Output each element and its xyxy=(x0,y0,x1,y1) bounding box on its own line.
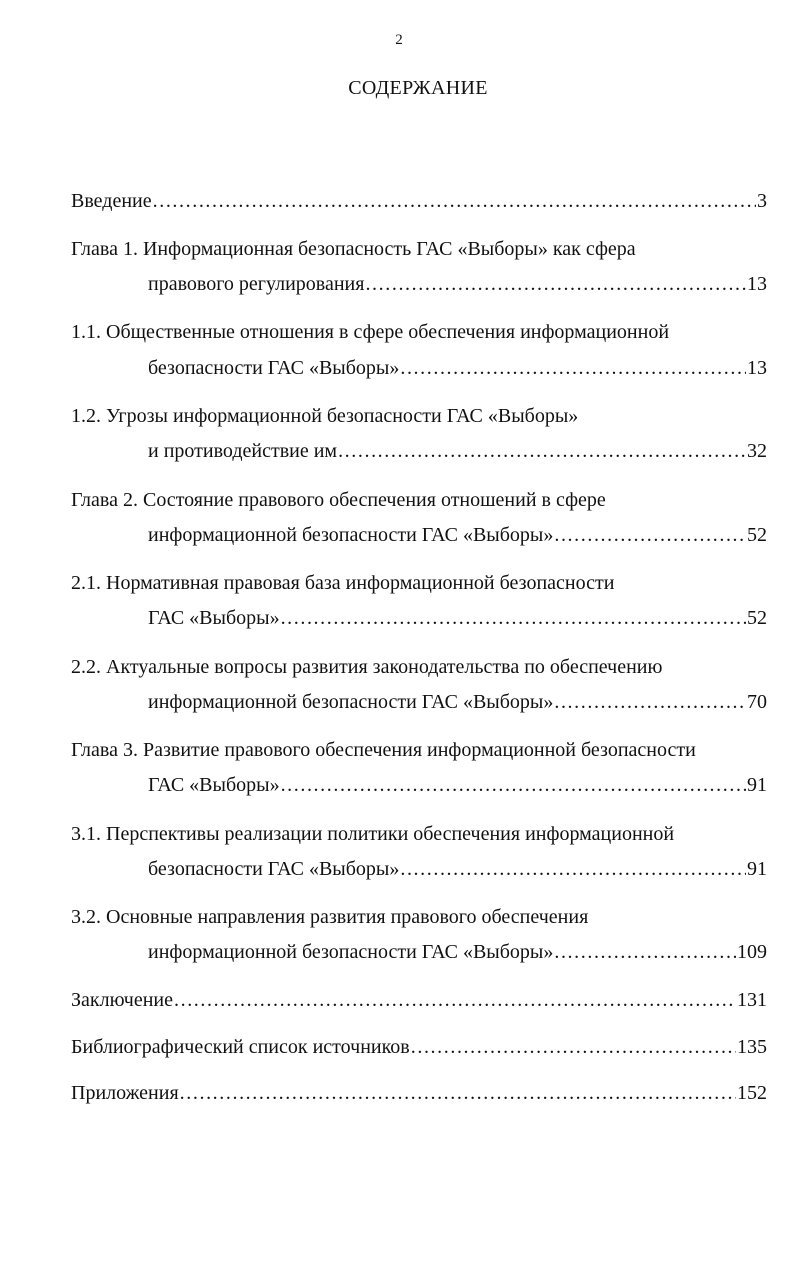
dot-leader xyxy=(365,271,746,297)
toc-page-number: 52 xyxy=(747,607,767,629)
toc-entry-label: информационной безопасности ГАС «Выборы» xyxy=(148,524,554,546)
toc-entry-chapter-3[interactable] xyxy=(148,772,767,798)
toc-page-number: 3 xyxy=(757,190,767,212)
dot-leader xyxy=(400,856,746,882)
toc-entry-section-3-2[interactable] xyxy=(148,939,767,965)
toc-entry-bibliography[interactable] xyxy=(71,1034,767,1060)
toc-entry-section-1-2[interactable] xyxy=(148,438,767,464)
toc-entry-introduction[interactable] xyxy=(71,188,767,214)
toc-page-number: 13 xyxy=(747,273,767,295)
page-title: СОДЕРЖАНИЕ xyxy=(348,77,488,99)
dot-leader xyxy=(281,605,746,631)
toc-entry-label: правового регулирования xyxy=(148,273,365,295)
toc-page-number: 13 xyxy=(747,357,767,379)
toc-entry-appendices[interactable] xyxy=(71,1080,767,1106)
toc-page-number: 135 xyxy=(737,1036,767,1058)
dot-leader xyxy=(338,438,746,464)
dot-leader xyxy=(281,772,746,798)
dot-leader xyxy=(153,188,756,214)
toc-page-number: 52 xyxy=(747,524,767,546)
dot-leader xyxy=(554,939,736,965)
dot-leader xyxy=(554,689,746,715)
dot-leader xyxy=(174,987,736,1013)
toc-entry-section-2-1[interactable] xyxy=(148,605,767,631)
toc-entry-conclusion[interactable] xyxy=(71,987,767,1013)
toc-entry-section-1-1-title[interactable]: 1.1. Общественные отношения в сфере обеспечения информационной xyxy=(71,321,670,343)
toc-page-number: 91 xyxy=(747,774,767,796)
toc-entry-label: и противодействие им xyxy=(148,440,338,462)
toc-entry-chapter-1-title[interactable]: Глава 1. Информационная безопасность ГАС «Выборы» как сфера xyxy=(71,238,636,260)
toc-entry-section-3-1-title[interactable]: 3.1. Перспективы реализации политики обеспечения информационной xyxy=(71,823,675,845)
dot-leader xyxy=(400,355,746,381)
toc-entry-label: Введение xyxy=(71,190,152,212)
toc-entry-label: ГАС «Выборы» xyxy=(148,774,280,796)
toc-entry-section-3-2-title[interactable]: 3.2. Основные направления развития правового обеспечения xyxy=(71,906,589,928)
dot-leader xyxy=(411,1034,736,1060)
toc-entry-section-2-1-title[interactable]: 2.1. Нормативная правовая база информационной безопасности xyxy=(71,572,615,594)
toc-page-number: 91 xyxy=(747,858,767,880)
toc-page-number: 32 xyxy=(747,440,767,462)
toc-entry-section-3-1[interactable] xyxy=(148,856,767,882)
toc-entry-section-2-2[interactable] xyxy=(148,689,767,715)
toc-entry-label: информационной безопасности ГАС «Выборы» xyxy=(148,691,554,713)
toc-page-number: 109 xyxy=(737,941,767,963)
toc-entry-label: информационной безопасности ГАС «Выборы» xyxy=(148,941,554,963)
toc-page-number: 70 xyxy=(747,691,767,713)
toc-entry-label: Библиографический список источников xyxy=(71,1036,410,1058)
toc-entry-label: Приложения xyxy=(71,1082,179,1104)
toc-page-number: 152 xyxy=(737,1082,767,1104)
page-number: 2 xyxy=(395,32,403,48)
toc-entry-chapter-2-title[interactable]: Глава 2. Состояние правового обеспечения отношений в сфере xyxy=(71,489,606,511)
toc-entry-label: безопасности ГАС «Выборы» xyxy=(148,858,400,880)
dot-leader xyxy=(180,1080,736,1106)
toc-entry-label: ГАС «Выборы» xyxy=(148,607,280,629)
toc-entry-chapter-3-title[interactable]: Глава 3. Развитие правового обеспечения информационной безопасности xyxy=(71,739,696,761)
toc-entry-section-1-2-title[interactable]: 1.2. Угрозы информационной безопасности ГАС «Выборы» xyxy=(71,405,579,427)
toc-page-number: 131 xyxy=(737,989,767,1011)
toc-entry-label: Заключение xyxy=(71,989,173,1011)
toc-entry-chapter-1[interactable] xyxy=(148,271,767,297)
toc-entry-section-1-1[interactable] xyxy=(148,355,767,381)
toc-entry-chapter-2[interactable] xyxy=(148,522,767,548)
toc-entry-label: безопасности ГАС «Выборы» xyxy=(148,357,400,379)
toc-entry-section-2-2-title[interactable]: 2.2. Актуальные вопросы развития законодательства по обеспечению xyxy=(71,656,663,678)
dot-leader xyxy=(554,522,746,548)
